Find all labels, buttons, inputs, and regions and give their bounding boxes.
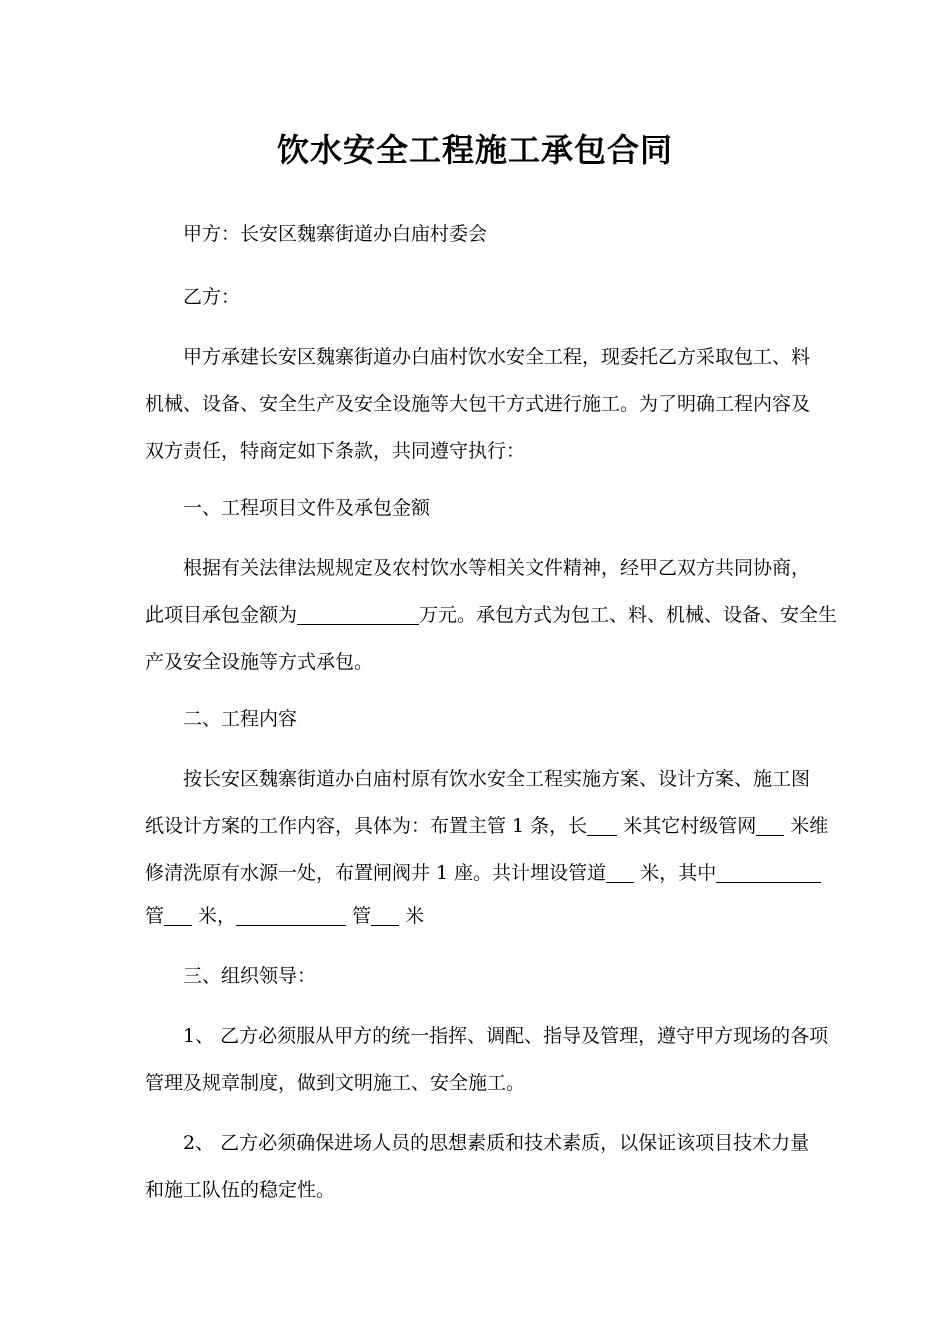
main-pipe-length-blank [587, 813, 617, 836]
text-span: 此项目承包金额为 [145, 604, 298, 626]
intro-line-3: 双方责任，特商定如下条款，共同遵守执行： [145, 440, 526, 462]
pipe-type-blank-2 [236, 903, 346, 926]
amount-blank [297, 602, 419, 625]
section-3-item-1-line-2: 管理及规章制度，做到文明施工、安全施工。 [145, 1072, 526, 1094]
section-1-line-1: 根据有关法律法规规定及农村饮水等相关文件精神，经甲乙双方共同协商， [183, 557, 811, 579]
intro-line-2: 机械、设备、安全生产及安全设施等大包干方式进行施工。为了明确工程内容及 [145, 393, 811, 415]
text-span: 米，其中 [634, 862, 717, 884]
pipe-length-blank-1 [164, 903, 192, 926]
section-2-line-1: 按长安区魏寨街道办白庙村原有饮水安全工程实施方案、设计方案、施工图 [183, 768, 811, 790]
pipe-length-blank-2 [371, 903, 399, 926]
text-span: 米其它村级管网 [617, 815, 757, 837]
village-network-length-blank [756, 813, 784, 836]
party-b-line: 乙方： [183, 286, 241, 308]
section-3-item-1-line-1: 1、 乙方必须服从甲方的统一指挥、调配、指导及管理，遵守甲方现场的各项 [183, 1025, 829, 1047]
text-span: 修清洗原有水源一处，布置闸阀井 1 座。共计埋设管道 [145, 862, 607, 884]
text-span: 管 [346, 905, 372, 927]
section-2-line-3 [145, 850, 810, 897]
section-3-heading: 三、组织领导： [183, 965, 317, 987]
section-1-line-2 [145, 592, 838, 639]
section-2-line-2 [145, 803, 829, 850]
total-pipe-length-blank [606, 860, 634, 883]
text-span: 米 [399, 905, 425, 927]
text-span: 万元。承包方式为包工、料、机械、设备、安全生 [419, 604, 838, 626]
party-a-line: 甲方：长安区魏寨街道办白庙村委会 [183, 223, 488, 245]
section-3-item-2-line-2: 和施工队伍的稳定性。 [145, 1179, 336, 1201]
section-3-item-2-line-1: 2、 乙方必须确保进场人员的思想素质和技术素质，以保证该项目技术力量 [183, 1132, 810, 1154]
text-span: 管 [145, 905, 165, 927]
pipe-type-blank-1 [716, 860, 821, 883]
text-span: 米， [192, 905, 237, 927]
text-span: 米维 [784, 815, 829, 837]
text-span: 纸设计方案的工作内容，具体为：布置主管 1 条，长 [145, 815, 588, 837]
intro-line-1: 甲方承建长安区魏寨街道办白庙村饮水安全工程，现委托乙方采取包工、料 [183, 346, 811, 368]
section-2-heading: 二、工程内容 [183, 708, 298, 730]
section-2-line-4 [145, 893, 810, 940]
document-title: 饮水安全工程施工承包合同 [276, 131, 673, 169]
section-1-line-3: 产及安全设施等方式承包。 [145, 651, 374, 673]
section-1-heading: 一、工程项目文件及承包金额 [183, 497, 431, 519]
